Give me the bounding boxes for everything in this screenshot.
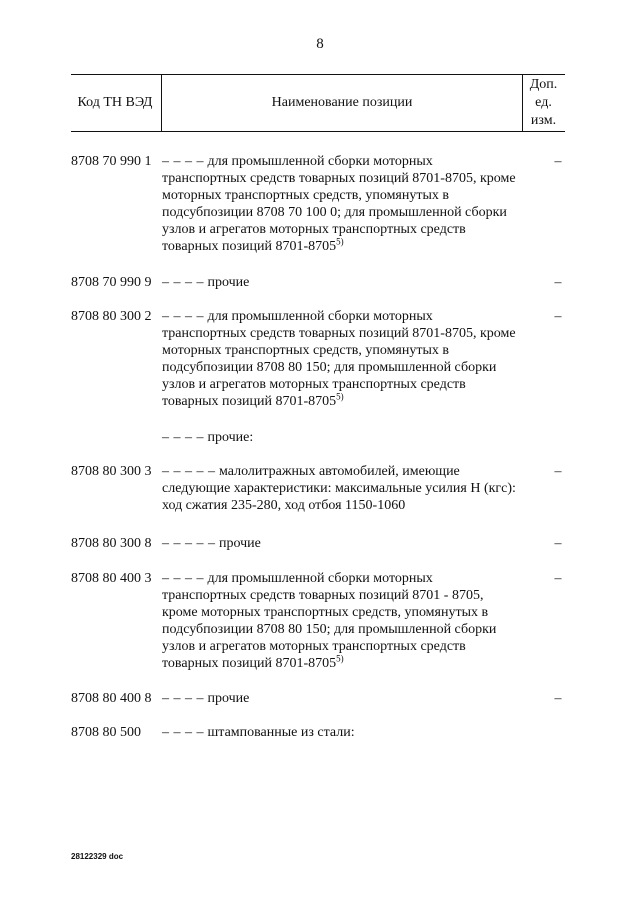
row-footnote: 5) <box>336 236 344 247</box>
row-text: прочие: <box>207 430 254 445</box>
footer-doc-id: 28122329 doc <box>71 852 124 861</box>
row-dashes: – – – – <box>162 571 204 586</box>
row-footnote: 5) <box>336 653 344 664</box>
row-code: 8708 80 500 <box>71 725 141 740</box>
row-code: 8708 70 990 9 <box>71 275 152 290</box>
row-text: прочие <box>219 536 261 551</box>
header-name-label: Наименование позиции <box>271 95 413 110</box>
row-dashes: – – – – <box>162 154 204 169</box>
header-unit-cell <box>522 75 565 131</box>
row-dashes: – – – – – <box>162 536 216 551</box>
row-description <box>162 535 517 552</box>
row-code: 8708 80 300 3 <box>71 464 152 479</box>
row-code: 8708 80 300 8 <box>71 536 152 551</box>
row-dashes: – – – – <box>162 430 204 445</box>
row-text: для промышленной сборки моторных транспортных средств товарных позиций 8701-8705, кроме моторных транспортных средств, упомянутых в подсубпозиции 8708 80 150; для промышленной сборки узлов и агрегатов моторных транспортных средств товарных позиций 8701-8705 <box>162 309 516 409</box>
row-description <box>162 308 517 410</box>
row-description <box>162 429 517 446</box>
row-text: малолитражных автомобилей, имеющие следующие характеристики: максимальные усилия Н (кгс): ход сжатия 235-280, ход отбоя 1150-1060 <box>162 464 516 513</box>
row-unit: – <box>554 464 562 479</box>
row-unit: – <box>554 536 562 551</box>
row-unit: – <box>554 309 562 324</box>
row-code: 8708 80 300 2 <box>71 309 152 324</box>
header-name-cell <box>161 75 523 131</box>
row-unit: – <box>554 691 562 706</box>
row-description <box>162 724 517 741</box>
row-text: прочие <box>207 691 250 706</box>
row-dashes: – – – – <box>162 275 204 290</box>
row-text: для промышленной сборки моторных транспортных средств товарных позиций 8701 - 8705, кроме моторных транспортных средств, упомянутых в подсубпозиции 8708 80 150; для промышленной сборки узлов и агрегатов моторных транспортных средств товарных позиций 8701-8705 <box>162 571 497 671</box>
row-footnote: 5) <box>336 391 344 402</box>
row-description <box>162 690 517 707</box>
row-description <box>162 274 517 291</box>
row-text: для промышленной сборки моторных транспортных средств товарных позиций 8701-8705, кроме моторных транспортных средств, упомянутых в подсубпозиции 8708 70 100 0; для промышленной сборки узлов и агрегатов моторных транспортных средств товарных позиций 8701-8705 <box>162 154 516 254</box>
row-code: 8708 80 400 8 <box>71 691 152 706</box>
page-number: 8 <box>316 36 324 52</box>
row-dashes: – – – – <box>162 309 204 324</box>
row-code: 8708 70 990 1 <box>71 154 152 169</box>
header-unit-label: Доп. ед. изм. <box>529 77 558 128</box>
row-dashes: – – – – <box>162 691 204 706</box>
row-dashes: – – – – – <box>162 464 216 479</box>
row-description <box>162 463 517 514</box>
table-header <box>71 74 565 132</box>
row-code: 8708 80 400 3 <box>71 571 152 586</box>
row-dashes: – – – – <box>162 725 204 740</box>
row-unit: – <box>554 154 562 169</box>
header-code-cell <box>71 75 159 131</box>
row-text: штампованные из стали: <box>207 725 355 740</box>
row-text: прочие <box>207 275 250 290</box>
row-unit: – <box>554 571 562 586</box>
row-description <box>162 153 517 255</box>
row-unit: – <box>554 275 562 290</box>
row-description <box>162 570 517 672</box>
header-code-label: Код ТН ВЭД <box>77 95 153 110</box>
